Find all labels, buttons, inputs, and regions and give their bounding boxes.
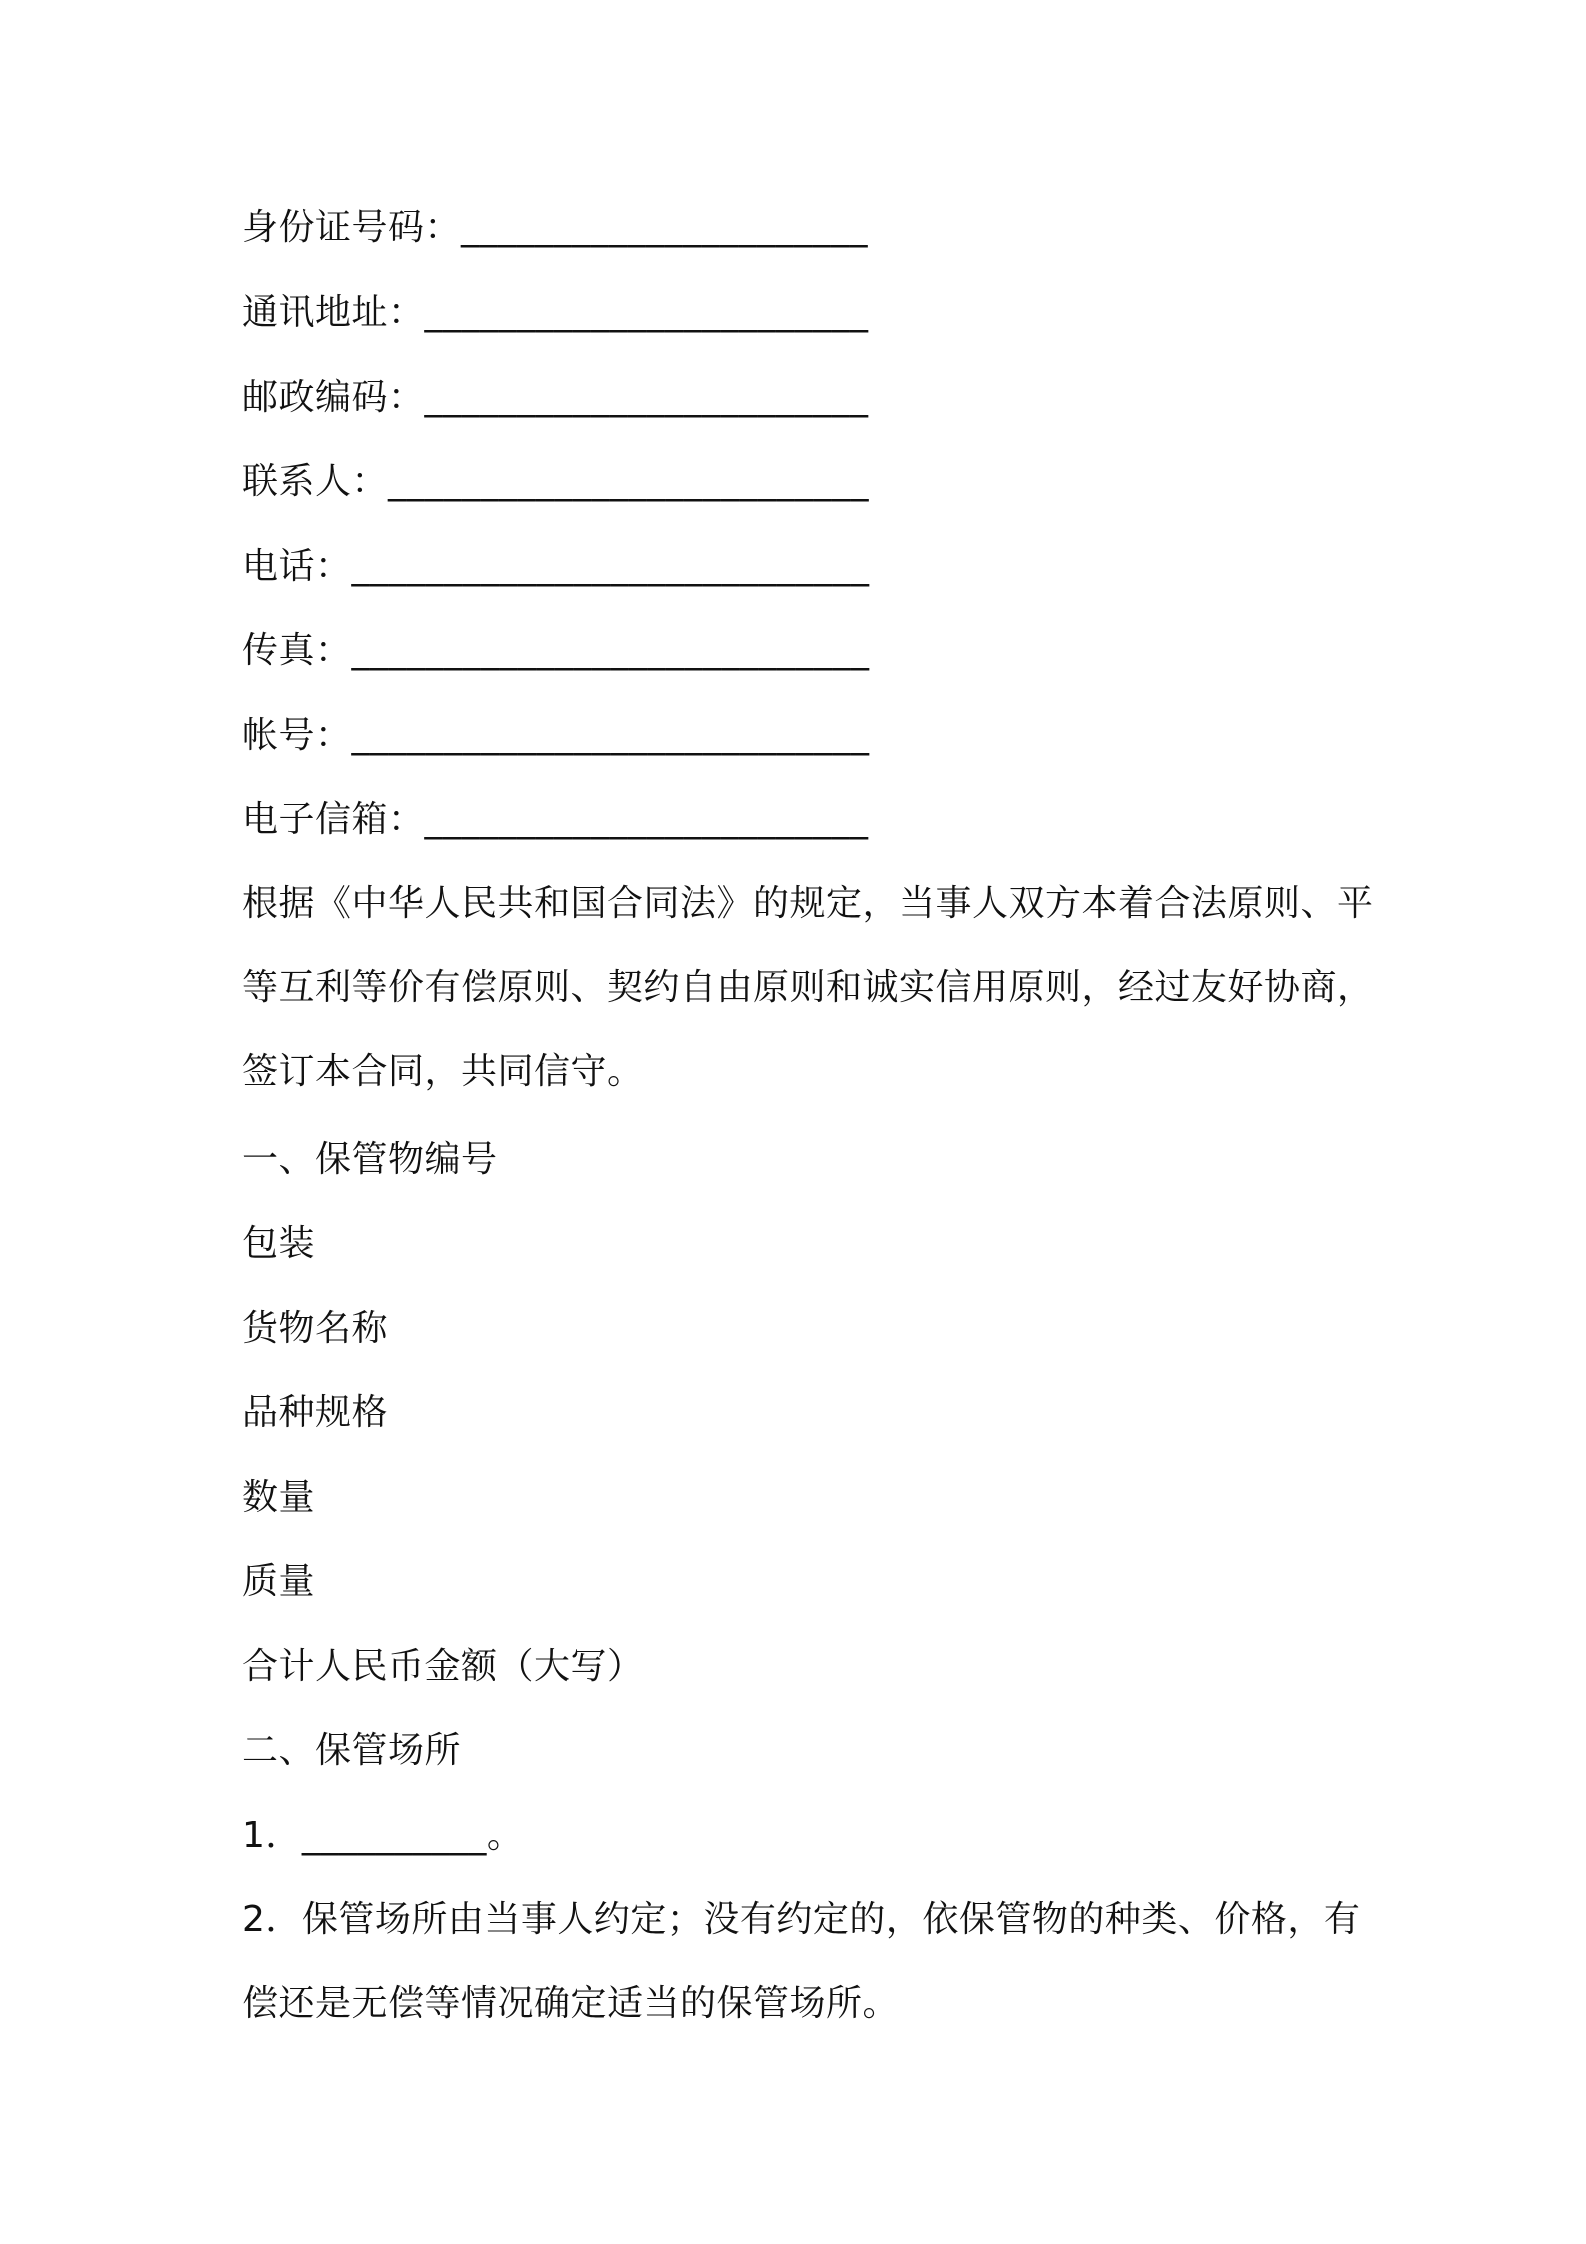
section-2-title: 二、保管场所 — [242, 1730, 462, 1771]
item-number: 1． — [242, 1815, 302, 1856]
section-1-item-quality: 质量 — [242, 1561, 316, 1602]
field-blank: ____________________________ — [351, 715, 870, 756]
field-label: 联系人： — [242, 461, 389, 502]
email-field — [242, 796, 869, 844]
field-blank: ________________________ — [424, 799, 869, 840]
postal-code-field — [242, 374, 869, 422]
intro-paragraph: 根据《中华人民共和国合同法》的规定，当事人双方本着合法原则、平等互利等价有偿原则、契约自由原则和诚实信用原则，经过友好协商，签订本合同，共同信守。 — [242, 883, 1374, 1092]
section-1-item-quantity: 数量 — [242, 1477, 316, 1518]
field-blank: __________________________ — [388, 461, 870, 502]
id-number-field — [242, 204, 868, 252]
field-blank: ______________________ — [461, 207, 869, 248]
section-1-title: 一、保管物编号 — [242, 1139, 498, 1180]
field-label: 电话： — [242, 546, 352, 587]
field-label: 电子信箱： — [242, 799, 425, 840]
section-2-item-1 — [242, 1812, 523, 1860]
section-1-item-goods-name: 货物名称 — [242, 1308, 389, 1349]
field-blank: ____________________________ — [351, 546, 870, 587]
contact-person-field — [242, 458, 869, 506]
field-blank: ____________________________ — [351, 630, 870, 671]
item-blank: __________ — [301, 1815, 487, 1856]
phone-field — [242, 543, 870, 591]
account-field — [242, 712, 870, 760]
field-label: 邮政编码： — [242, 377, 425, 418]
section-1-item-spec: 品种规格 — [242, 1392, 389, 1433]
field-blank: ________________________ — [424, 377, 869, 418]
field-blank: ________________________ — [424, 292, 869, 333]
field-label: 通讯地址： — [242, 292, 425, 333]
field-label: 帐号： — [242, 715, 352, 756]
address-field — [242, 289, 869, 337]
field-label: 传真： — [242, 630, 352, 671]
section-1-item-packaging: 包装 — [242, 1223, 316, 1264]
item-suffix: 。 — [486, 1815, 524, 1856]
fax-field — [242, 627, 870, 675]
section-1-item-total-amount: 合计人民币金额（大写） — [242, 1646, 644, 1687]
field-label: 身份证号码： — [242, 207, 462, 248]
section-2-item-2: 2．保管场所由当事人约定；没有约定的，依保管物的种类、价格，有偿还是无偿等情况确定适当的保管场所。 — [242, 1899, 1361, 2024]
